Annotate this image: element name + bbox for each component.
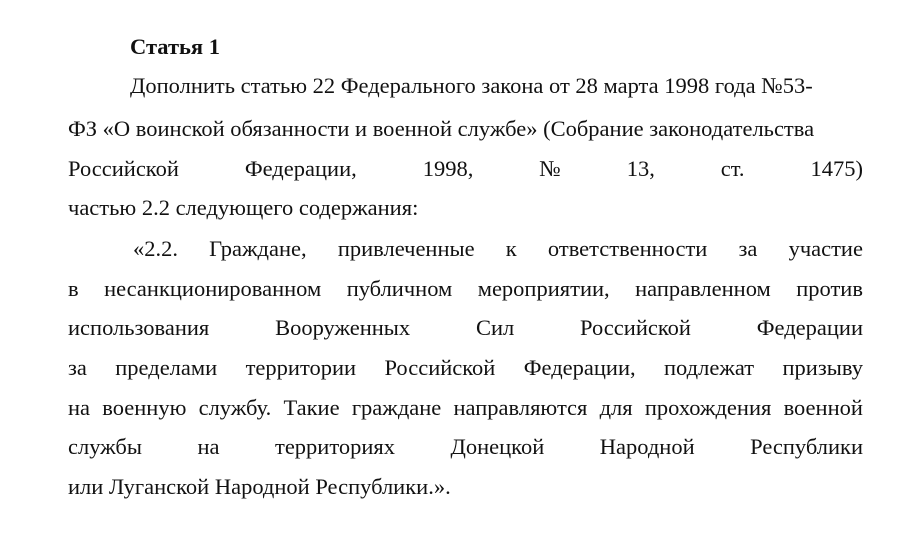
- word: за: [68, 355, 87, 380]
- word: граждане: [351, 395, 442, 420]
- word: участие: [788, 236, 863, 261]
- word: к: [505, 236, 517, 261]
- word: 1475): [810, 156, 863, 181]
- word: Российской: [68, 156, 179, 181]
- paragraph1-line1: Дополнить статью 22 Федерального закона от 28 марта 1998 года №53-: [130, 73, 813, 98]
- word: привлеченные: [337, 236, 475, 261]
- word: 1998,: [422, 156, 474, 181]
- word: Российской: [384, 355, 496, 380]
- word: публичном: [346, 276, 453, 301]
- word: службы: [68, 434, 142, 459]
- paragraph2-line6: [68, 434, 863, 460]
- word: за: [738, 236, 758, 261]
- word: военную: [102, 395, 187, 420]
- word: территориях: [274, 434, 396, 459]
- word: ответственности: [547, 236, 708, 261]
- word: Вооруженных: [275, 315, 411, 340]
- word: Донецкой: [450, 434, 545, 459]
- word: Граждане,: [209, 236, 307, 261]
- word: для: [599, 395, 633, 420]
- article-title: Статья 1: [130, 34, 220, 59]
- word: мероприятии,: [477, 276, 610, 301]
- word: несанкционированном: [104, 276, 322, 301]
- paragraph2-line1: [133, 236, 863, 262]
- word: призыву: [782, 355, 863, 380]
- word: направляются: [453, 395, 588, 420]
- word: на: [197, 434, 220, 459]
- word: «2.2.: [133, 236, 178, 261]
- paragraph2-line3: [68, 315, 863, 341]
- paragraph1-line2: ФЗ «О воинской обязанности и военной службе» (Собрание законодательства: [68, 116, 815, 141]
- word: 13,: [626, 156, 655, 181]
- paragraph1-line4: частью 2.2 следующего содержания:: [68, 195, 419, 220]
- word: на: [68, 395, 91, 420]
- paragraph2-line4: [68, 355, 863, 381]
- word: пределами: [115, 355, 218, 380]
- word: использования: [68, 315, 210, 340]
- word: №: [539, 156, 561, 181]
- word: против: [796, 276, 863, 301]
- word: Российской: [580, 315, 691, 340]
- word: службу.: [198, 395, 272, 420]
- paragraph2-line2: [68, 276, 863, 302]
- word: территории: [245, 355, 357, 380]
- word: Федерации,: [244, 156, 357, 181]
- word: ст.: [720, 156, 745, 181]
- paragraph2-line5: [68, 395, 863, 421]
- word: Народной: [599, 434, 695, 459]
- word: Федерации: [756, 315, 863, 340]
- word: Такие: [283, 395, 340, 420]
- word: подлежат: [664, 355, 755, 380]
- word: в: [68, 276, 79, 301]
- word: военной: [783, 395, 863, 420]
- word: Федерации,: [523, 355, 636, 380]
- word: Республики: [750, 434, 863, 459]
- word: направленном: [635, 276, 771, 301]
- word: прохождения: [644, 395, 772, 420]
- paragraph1-line3: [68, 156, 863, 182]
- paragraph2-line7: или Луганской Народной Республики.».: [68, 474, 451, 499]
- word: Сил: [475, 315, 515, 340]
